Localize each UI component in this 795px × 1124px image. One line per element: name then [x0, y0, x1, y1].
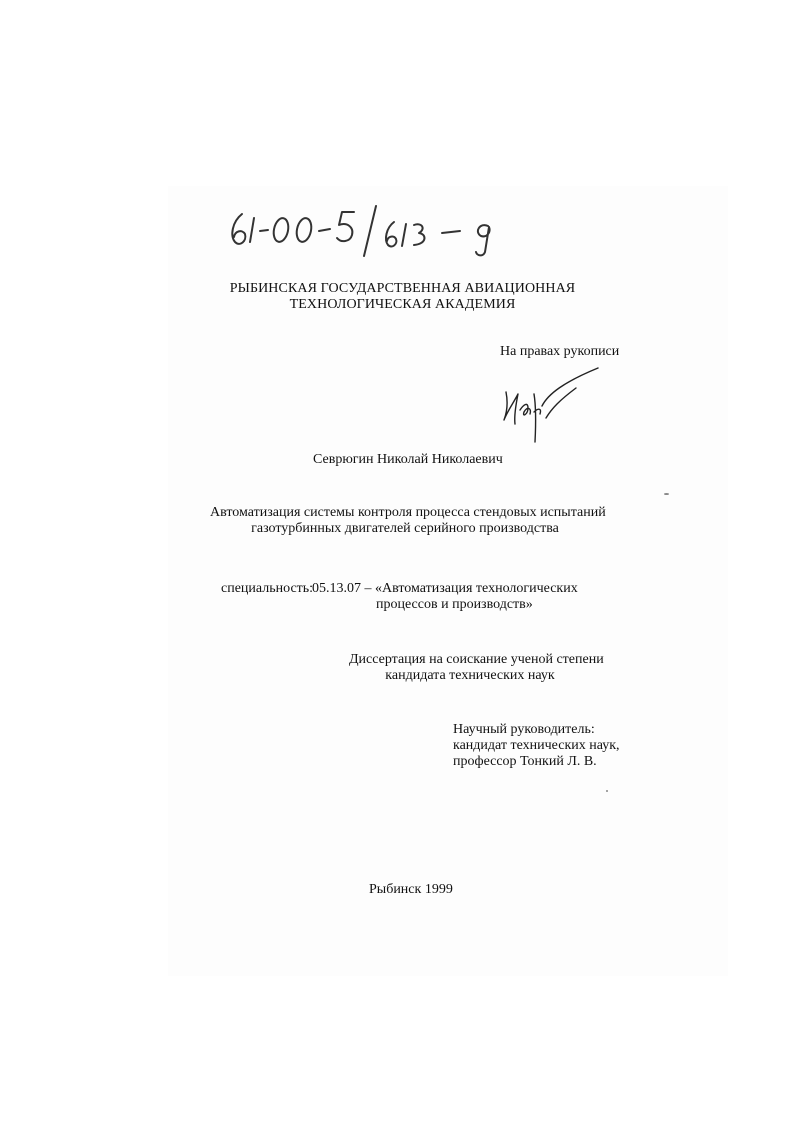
degree-line-2: кандидата технических наук	[385, 668, 555, 683]
city-and-year: Рыбинск 1999	[369, 882, 453, 897]
supervisor-block	[453, 722, 620, 770]
supervisor-line-3: профессор Тонкий Л. В.	[453, 754, 597, 769]
handwritten-archive-code	[226, 200, 536, 260]
title-line-1: Автоматизация системы контроля процесса стендовых испытаний	[210, 505, 606, 520]
supervisor-line-2: кандидат технических наук,	[453, 738, 620, 753]
specialty-code-line-1: 05.13.07 – «Автоматизация технологических	[312, 581, 578, 596]
specialty-code-line-2: процессов и производств»	[376, 597, 533, 612]
scan-speck	[664, 493, 669, 495]
scan-speck	[606, 790, 608, 792]
title-line-2: газотурбинных двигателей серийного производства	[251, 521, 559, 536]
institution-line-1: РЫБИНСКАЯ ГОСУДАРСТВЕННАЯ АВИАЦИОННАЯ	[229, 281, 576, 296]
institution-name	[200, 281, 605, 313]
institution-line-2: ТЕХНОЛОГИЧЕСКАЯ АКАДЕМИЯ	[289, 297, 516, 312]
degree-statement	[349, 652, 604, 684]
handwritten-signature	[494, 364, 604, 446]
rights-note: На правах рукописи	[500, 344, 620, 359]
author-name: Севрюгин Николай Николаевич	[313, 452, 503, 467]
dissertation-title	[210, 505, 606, 537]
specialty-label: специальность:	[221, 581, 314, 596]
degree-line-1: Диссертация на соискание ученой степени	[349, 652, 604, 667]
supervisor-line-1: Научный руководитель:	[453, 722, 595, 737]
